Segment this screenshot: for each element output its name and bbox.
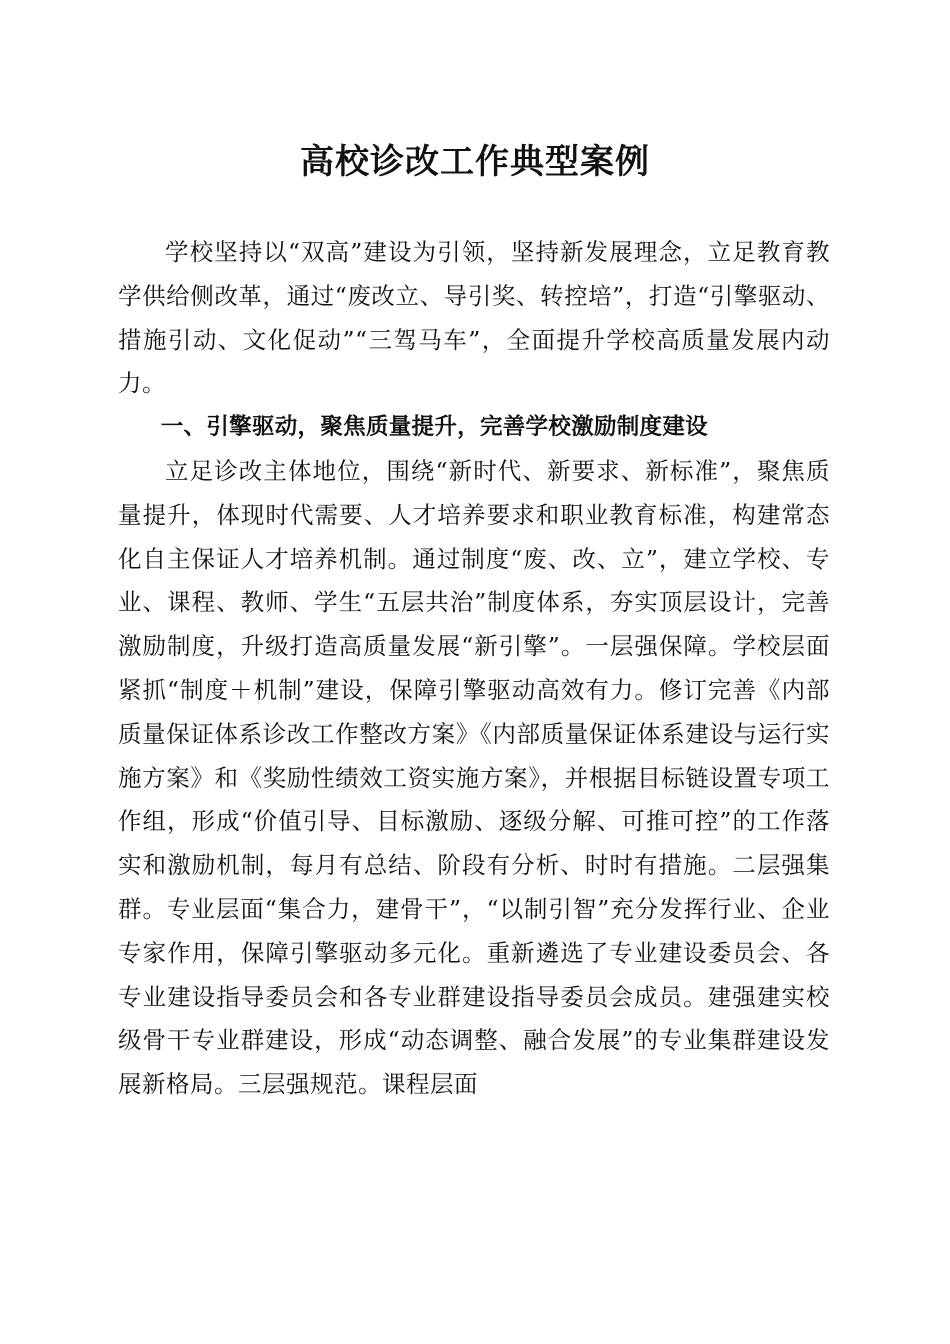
- document-title: 高校诊改工作典型案例: [300, 142, 650, 182]
- document-body: [118, 231, 830, 1107]
- section-paragraph: 立足诊改主体地位，围绕“新时代、新要求、新标准”，聚焦质量提升，体现时代需要、人才培养要求和职业教育标准，构建常态化自主保证人才培养机制。通过制度“废、改、立”，建立学校、专业、课程、教师、学生“五层共治”制度体系，夯实顶层设计，完善激励制度，升级打造高质量发展“新引擎”。一层强保障。学校层面紧抓“制度＋机制”建设，保障引擎驱动高效有力。修订完善《内部质量保证体系诊改工作整改方案》《内部质量保证体系建设与运行实施方案》和《奖励性绩效工资实施方案》，并根据目标链设置专项工作组，形成“价值引导、目标激励、逐级分解、可推可控”的工作落实和激励机制，每月有总结、阶段有分析、时时有措施。二层强集群。专业层面“集合力，建骨干”，“以制引智”充分发挥行业、企业专家作用，保障引擎驱动多元化。重新遴选了专业建设委员会、各专业建设指导委员会和各专业群建设指导委员会成员。建强建实校级骨干专业群建设，形成“动态调整、融合发展”的专业集群建设发展新格局。三层强规范。课程层面: [118, 456, 830, 1099]
- section-heading: 一、引擎驱动，聚焦质量提升，完善学校激励制度建设: [160, 414, 708, 441]
- intro-paragraph: 学校坚持以“双高”建设为引领，坚持新发展理念，立足教育教学供给侧改革，通过“废改立、导引奖、转控培”，打造“引擎驱动、措施引动、文化促动”“三驾马车”，全面提升学校高质量发展内动力。: [118, 238, 830, 398]
